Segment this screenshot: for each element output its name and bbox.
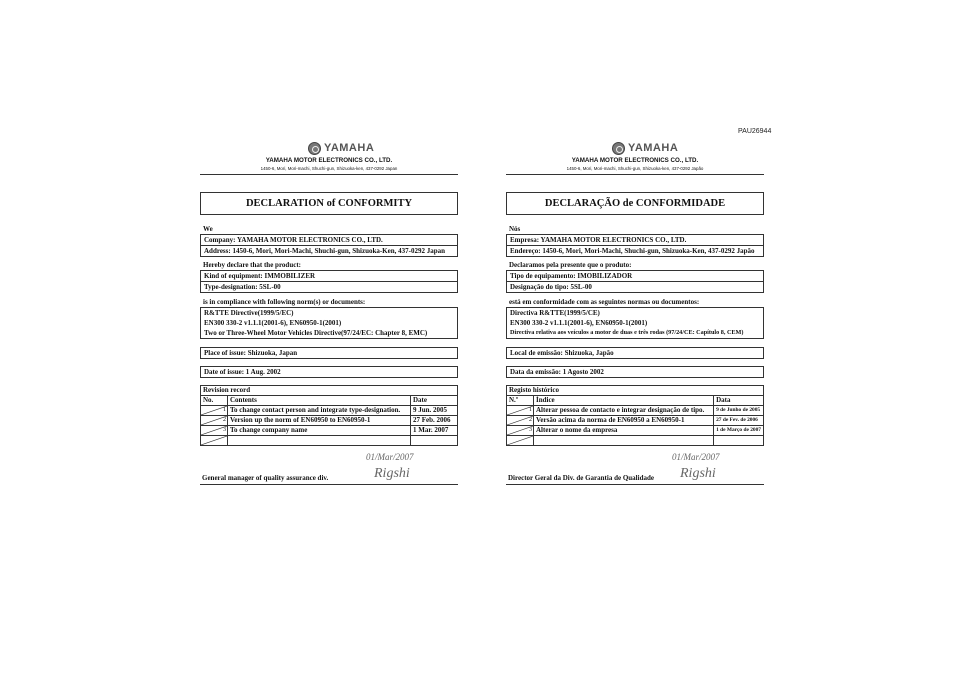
compliance-label: is in compliance with following norm(s) or documents: — [203, 298, 366, 306]
document-title: DECLARAÇÃO de CONFORMIDADE — [506, 192, 764, 215]
place-box — [200, 347, 458, 359]
place-line: Place of issue: Shizuoka, Japan — [204, 349, 298, 357]
slash-line — [201, 406, 227, 415]
table-row — [201, 426, 458, 436]
table-row — [201, 406, 458, 416]
empty-cell — [201, 436, 228, 446]
address-line: Address: 1450-6, Mori, Mori-Machi, Shuchi-gun, Shizuoka-Ken, 437-0292 Japan — [204, 247, 445, 255]
yamaha-logo — [308, 141, 374, 155]
signature-date: 01/Mar/2007 — [366, 452, 414, 462]
slash-decoration — [507, 436, 533, 445]
column-header: N.º — [507, 396, 534, 406]
empty-cell — [507, 436, 534, 446]
slash-line — [507, 416, 533, 425]
place-line: Local de emissão: Shizuoka, Japão — [510, 349, 614, 357]
empty-cell — [714, 436, 764, 446]
tuning-fork-icon — [308, 142, 321, 155]
header-rule — [200, 174, 458, 175]
slash-decoration — [201, 406, 227, 415]
address-header: 1450-6, Mori, Mori-machi, Shuchi-gun, Shizuoka-ken, 437-0292 Japão — [566, 166, 704, 171]
we-label: Nós — [509, 225, 521, 233]
place-box — [506, 347, 764, 359]
equipment-line: Kind of equipment: IMMOBILIZER — [201, 271, 457, 282]
slash-decoration — [201, 426, 227, 435]
document-code: PAU26944 — [738, 128, 772, 135]
column-header: Data — [714, 396, 764, 406]
address-line: Endereço: 1450-6, Mori, Mori-Machi, Shuchi-gun, Shizuoka-Ken, 437-0292 Japão — [510, 247, 755, 255]
slash-decoration — [507, 406, 533, 415]
declare-label: Hereby declare that the product: — [203, 261, 301, 269]
norm-line: EN300 330-2 v1.1.1(2001-6), EN60950-1(2001) — [204, 319, 342, 327]
revision-contents: To change company name — [228, 426, 411, 436]
address-header: 1450-6, Mori, Mori-machi, Shuchi-gun, Shizuoka-ken, 437-0292 Japan — [260, 166, 398, 171]
empty-cell — [534, 436, 714, 446]
date-line: Data da emissão: 1 Agosto 2002 — [510, 368, 604, 376]
revision-date: 27 Feb. 2006 — [411, 416, 458, 426]
company-line: Empresa: YAMAHA MOTOR ELECTRONICS CO., LTD. — [507, 235, 763, 246]
revision-number: 2 — [201, 416, 228, 426]
signature: Rigshi — [374, 466, 410, 481]
table-row — [507, 416, 764, 426]
table-row-empty — [201, 436, 458, 446]
logo-text: YAMAHA — [324, 142, 375, 154]
slash-decoration — [201, 436, 227, 445]
company-header: YAMAHA MOTOR ELECTRONICS CO., LTD. — [571, 157, 699, 164]
revision-number: 3 — [201, 426, 228, 436]
slash-decoration — [507, 426, 533, 435]
equipment-line: Tipo de equipamento: IMOBILIZADOR — [507, 271, 763, 282]
table-row — [201, 416, 458, 426]
revision-date: 27 de Fev. de 2006 — [714, 416, 764, 426]
we-label: We — [203, 225, 213, 233]
column-header: Contents — [228, 396, 411, 406]
product-box — [506, 270, 764, 293]
empty-cell — [228, 436, 411, 446]
slash-line — [507, 426, 533, 435]
logo-text: YAMAHA — [628, 142, 679, 154]
product-box — [200, 270, 458, 293]
norms-box — [200, 307, 458, 339]
signature-label: General manager of quality assurance div. — [202, 474, 329, 482]
column-header: Date — [411, 396, 458, 406]
company-box — [506, 234, 764, 257]
norm-line: Directiva relativa aos veículos a motor de duas e três rodas (97/24/CE: Capítulo 8, CEM) — [510, 329, 744, 336]
revision-number: 1 — [201, 406, 228, 416]
revision-contents: Versão acima da norma de EN60950 a EN60950-1 — [534, 416, 714, 426]
date-box — [200, 366, 458, 378]
revision-title: Registo histórico — [507, 386, 764, 396]
signature: Rigshi — [680, 466, 716, 481]
revision-number: 2 — [507, 416, 534, 426]
revision-number: 3 — [507, 426, 534, 436]
slash-line — [201, 436, 227, 445]
norm-line: Two or Three-Wheel Motor Vehicles Directive(97/24/EC: Chapter 8, EMC) — [204, 329, 428, 337]
norm-line: EN300 330-2 v1.1.1(2001-6), EN60950-1(2001) — [510, 319, 648, 327]
slash-decoration — [201, 416, 227, 425]
revision-number: 1 — [507, 406, 534, 416]
revision-table — [200, 385, 458, 446]
empty-cell — [411, 436, 458, 446]
yamaha-logo — [612, 141, 678, 155]
signature-rule — [506, 484, 764, 485]
type-line: Designação do tipo: 5SL-00 — [510, 283, 592, 291]
date-box — [506, 366, 764, 378]
norm-line: R&TTE Directive(1999/5/EC) — [204, 309, 294, 317]
type-line: Type-designation: 5SL-00 — [204, 283, 281, 291]
tuning-fork-icon — [612, 142, 625, 155]
slash-line — [507, 436, 533, 445]
revision-date: 1 de Março de 2007 — [714, 426, 764, 436]
revision-contents: Alterar o nome da empresa — [534, 426, 714, 436]
date-line: Date of issue: 1 Aug. 2002 — [204, 368, 281, 376]
signature-date: 01/Mar/2007 — [672, 452, 720, 462]
revision-date: 1 Mar. 2007 — [411, 426, 458, 436]
slash-line — [507, 406, 533, 415]
document-title: DECLARATION of CONFORMITY — [200, 192, 458, 215]
table-row — [507, 426, 764, 436]
table-row-empty — [507, 436, 764, 446]
company-box — [200, 234, 458, 257]
revision-title: Revision record — [201, 386, 458, 396]
column-header: No. — [201, 396, 228, 406]
revision-contents: Version up the norm of EN60950 to EN60950-1 — [228, 416, 411, 426]
slash-line — [201, 426, 227, 435]
compliance-label: está em conformidade com as seguintes normas ou documentos: — [509, 298, 700, 306]
company-line: Company: YAMAHA MOTOR ELECTRONICS CO., LTD. — [201, 235, 457, 246]
signature-rule — [200, 484, 458, 485]
company-header: YAMAHA MOTOR ELECTRONICS CO., LTD. — [265, 157, 393, 164]
slash-line — [201, 416, 227, 425]
revision-date: 9 Jun. 2005 — [411, 406, 458, 416]
slash-decoration — [507, 416, 533, 425]
norm-line: Directiva R&TTE(1999/5/CE) — [510, 309, 600, 317]
norms-box — [506, 307, 764, 339]
declare-label: Declaramos pela presente que o produto: — [509, 261, 632, 269]
revision-contents: Alterar pessoa de contacto e integrar designação de tipo. — [534, 406, 714, 416]
header-rule — [506, 174, 764, 175]
column-header: Índice — [534, 396, 714, 406]
signature-label: Director Geral da Div. de Garantia de Qualidade — [508, 474, 654, 482]
table-row — [507, 406, 764, 416]
revision-table — [506, 385, 764, 446]
revision-date: 9 de Junho de 2005 — [714, 406, 764, 416]
revision-contents: To change contact person and integrate type-designation. — [228, 406, 411, 416]
